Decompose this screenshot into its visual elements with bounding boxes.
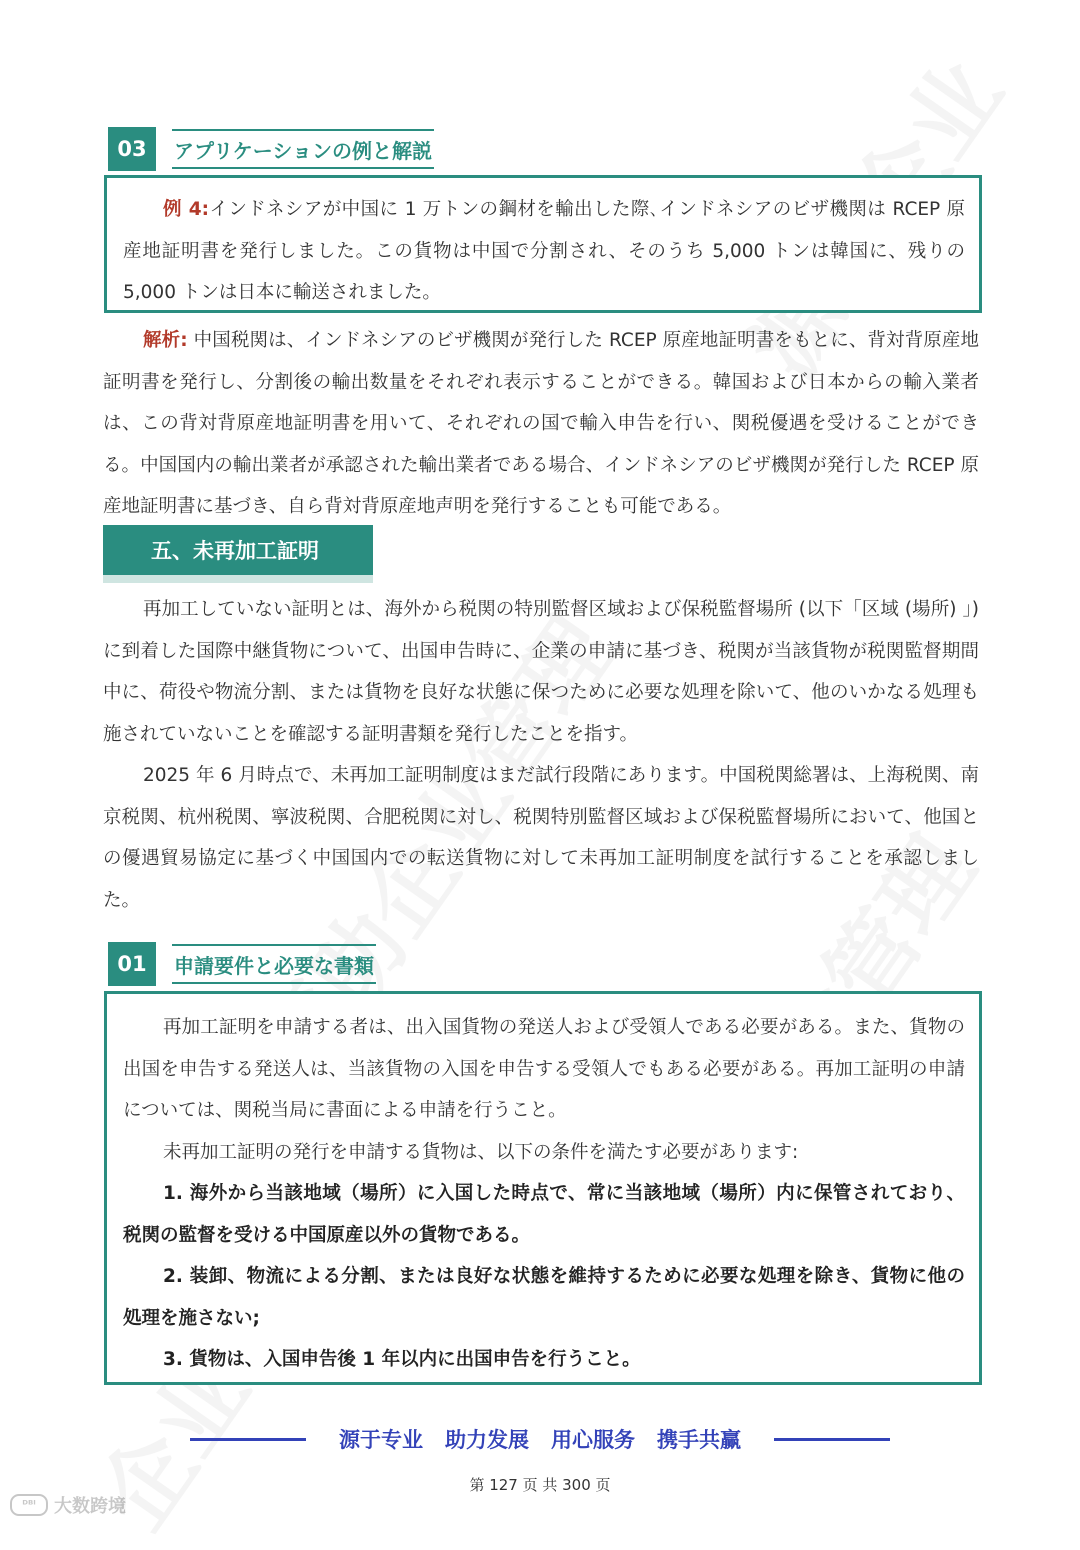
footer-slogan xyxy=(0,1424,1080,1454)
footer-line-right xyxy=(774,1438,890,1441)
example-label: 例 4: xyxy=(163,199,210,220)
chapter-body xyxy=(103,589,979,921)
section-number: 01 xyxy=(108,942,156,986)
section-title: アプリケーションの例と解説 xyxy=(172,127,434,171)
analysis-block xyxy=(103,320,979,528)
requirements-box xyxy=(104,991,982,1385)
section-03-header xyxy=(108,127,434,171)
example-paragraph xyxy=(123,189,965,314)
section-number: 03 xyxy=(108,127,156,171)
section-01-header xyxy=(108,942,376,986)
slogan-item: 助力发展 xyxy=(445,1428,529,1452)
body-paragraph-1: 再加工していない証明とは、海外から税関の特別監督区域および保税監督場所 (以下「区域 (場所) 」) に到着した国際中継貨物について、出国申告時に、企業の申請に基づき、税関が当該貨物が税関監督期間中に、荷役や物流分割、または貨物を良好な状態に保つために必要な処理を除いて、他のいかなる処理も施されていないことを確認する証明書類を発行したことを指す。 xyxy=(103,599,979,745)
analysis-paragraph xyxy=(103,320,979,528)
analysis-text: 中国税関は、インドネシアのビザ機関が発行した RCEP 原産地証明書をもとに、背対背原産地証明書を発行し、分割後の輸出数量をそれぞれ表示することができる。韓国および日本からの輸入業者は、この背対背原産地証明書を用いて、それぞれの国で輸入申告を行い、関税優遇を受けることができる。中国国内の輸出業者が承認された輸出業者である場合、インドネシアのビザ機関が発行した RCEP 原産地証明書に基づき、自ら背対背原産地声明を発行することも可能である。 xyxy=(103,330,980,517)
brand-watermark xyxy=(10,1492,126,1518)
slogan-item: 用心服务 xyxy=(551,1428,635,1452)
condition-2: 2. 装卸、物流による分割、または良好な状態を維持するために必要な処理を除き、貨物に他の処理を施さない; xyxy=(123,1266,965,1329)
conditions-intro: 未再加工証明の発行を申請する貨物は、以下の条件を満たす必要があります: xyxy=(163,1141,799,1163)
slogan-item: 源于专业 xyxy=(339,1428,423,1452)
example-box xyxy=(104,175,982,313)
example-text: インドネシアが中国に 1 万トンの鋼材を輸出した際､インドネシアのビザ機関は RCEP 原産地証明書を発行しました。この貨物は中国で分割され、そのうち 5,000 トンは韓国に、残りの 5,000 トンは日本に輸送されました。 xyxy=(123,199,965,303)
chapter-title: 五、未再加工証明 xyxy=(103,525,373,575)
footer-line-left xyxy=(190,1438,306,1441)
chapter-underline xyxy=(103,575,373,583)
brand-logo-icon: ᴰᴮᴵ xyxy=(10,1494,48,1516)
slogan-item: 携手共赢 xyxy=(657,1428,741,1452)
section-title: 申請要件と必要な書類 xyxy=(172,942,376,986)
condition-1: 1. 海外から当該地域（場所）に入国した時点で、常に当該地域（場所）内に保管されており、税関の監督を受ける中国原産以外の貨物である。 xyxy=(123,1183,965,1246)
condition-3: 3. 貨物は、入国申告後 1 年以内に出国申告を行うこと。 xyxy=(163,1349,641,1370)
requirements-paragraph: 再加工証明を申請する者は、出入国貨物の発送人および受領人である必要がある。また、貨物の出国を申告する発送人は、当該貨物の入国を申告する受領人でもある必要がある。再加工証明の申請については、関税当局に書面による申請を行うこと。 xyxy=(123,1017,965,1121)
body-paragraph-2: 2025 年 6 月時点で、未再加工証明制度はまだ試行段階にあります。中国税関総署は、上海税関、南京税関、杭州税関、寧波税関、合肥税関に対し、税関特別監督区域および保税監督場所において、他国との優遇貿易協定に基づく中国国内での転送貨物に対して未再加工証明制度を試行することを承認しました。 xyxy=(103,765,979,911)
page-number: 第 127 页 共 300 页 xyxy=(469,1476,611,1494)
analysis-label: 解析: xyxy=(143,330,188,351)
brand-name: 大数跨境 xyxy=(54,1496,126,1517)
